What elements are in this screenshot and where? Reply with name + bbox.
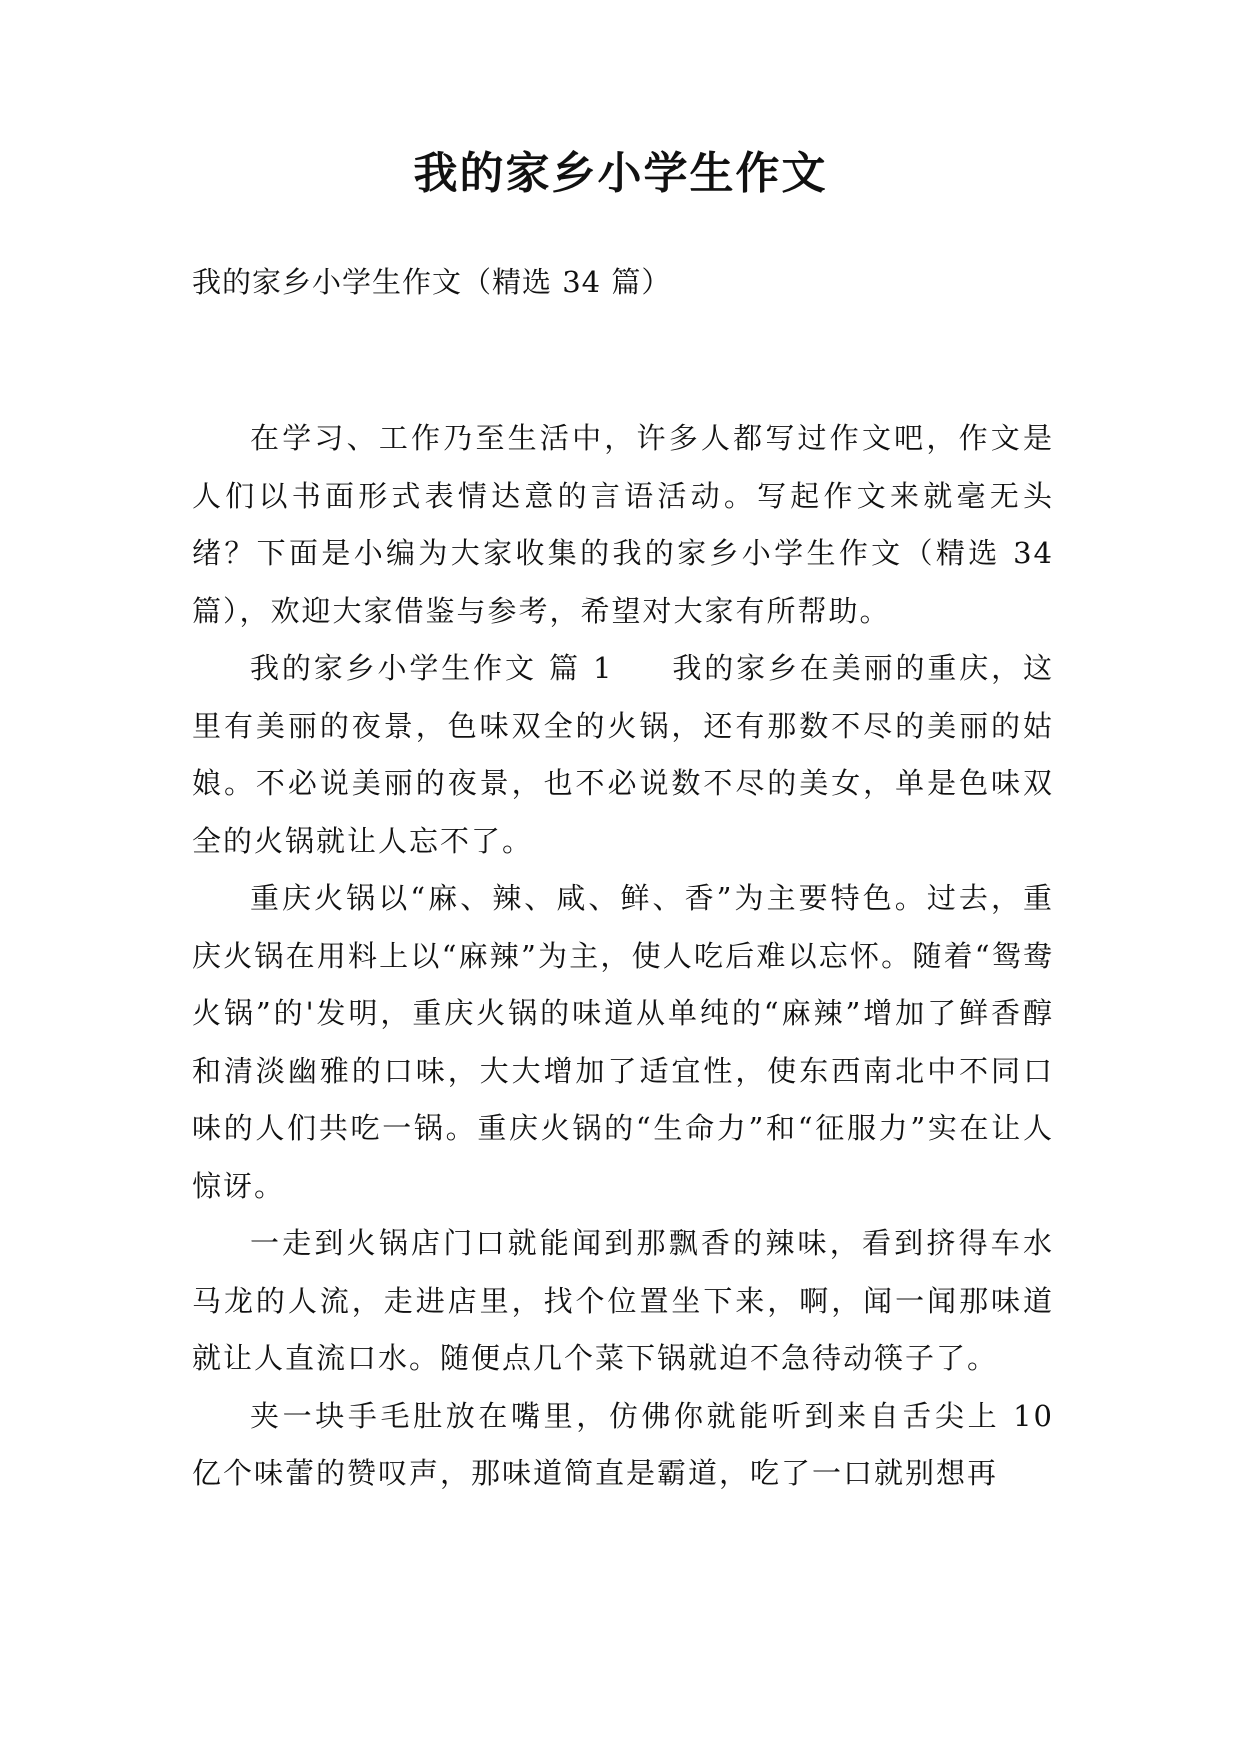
document-body — [192, 410, 1054, 1503]
body-paragraph: 夹一块手毛肚放在嘴里，仿佛你就能听到来自舌尖上 10 亿个味蕾的赞叹声，那味道简直是霸道，吃了一口就别想再 — [192, 1398, 1054, 1490]
body-paragraph: 一走到火锅店门口就能闻到那飘香的辣味，看到挤得车水马龙的人流，走进店里，找个位置坐下来，啊，闻一闻那味道就让人直流口水。随便点几个菜下锅就迫不急待动筷子了。 — [192, 1226, 1054, 1375]
body-paragraph: 重庆火锅以“麻、辣、咸、鲜、香”为主要特色。过去，重庆火锅在用料上以“麻辣”为主，使人吃后难以忘怀。随着“鸳鸯火锅”的'发明，重庆火锅的味道从单纯的“麻辣”增加了鲜香醇和清淡幽雅的口味，大大增加了适宜性，使东西南北中不同口味的人们共吃一锅。重庆火锅的“生命力”和“征服力”实在让人惊讶。 — [192, 881, 1054, 1203]
section-1-paragraph — [192, 640, 1054, 870]
document-title: 我的家乡小学生作文 — [413, 148, 828, 199]
paragraph-text: 我的家乡在美丽的重庆，这里有美丽的夜景，色味双全的火锅，还有那数不尽的美丽的姑娘。不必说美丽的夜景，也不必说数不尽的美女，单是色味双全的火锅就让人忘不了。 — [192, 651, 1054, 858]
section-heading: 我的家乡小学生作文 篇 1 — [250, 651, 614, 685]
document-subtitle: 我的家乡小学生作文（精选 34 篇） — [192, 265, 672, 299]
intro-paragraph: 在学习、工作乃至生活中，许多人都写过作文吧，作文是人们以书面形式表情达意的言语活动。写起作文来就毫无头绪？下面是小编为大家收集的我的家乡小学生作文（精选 34 篇），欢迎大家借鉴与参考，希望对大家有所帮助。 — [192, 421, 1054, 628]
